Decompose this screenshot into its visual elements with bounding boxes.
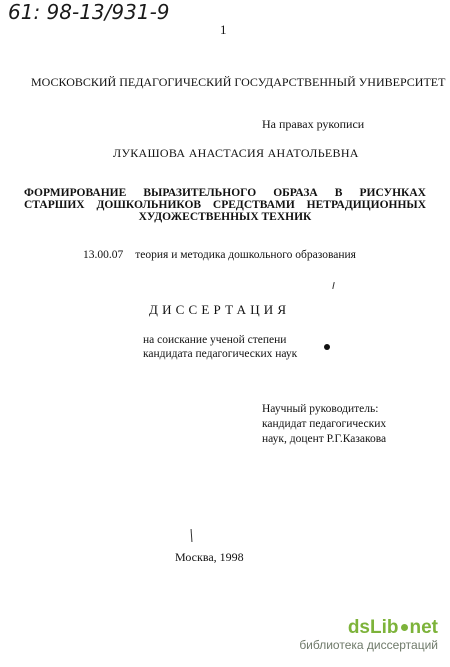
handwritten-catalog-code: 61: 98-13/931-9 (8, 0, 170, 24)
place-and-year: Москва, 1998 (175, 550, 244, 564)
logo-dot-icon (401, 624, 408, 631)
watermark-subtitle: библиотека диссертаций (299, 638, 438, 652)
supervisor-line: наук, доцент Р.Г.Казакова (262, 433, 387, 445)
ink-dot (324, 344, 330, 350)
speciality-name: теория и методика дошкольного образования (135, 249, 356, 261)
pen-mark (191, 529, 193, 542)
speciality (83, 249, 356, 261)
degree-statement (143, 333, 297, 361)
title-line: ХУДОЖЕСТВЕННЫХ ТЕХНИК (138, 211, 312, 223)
dslib-watermark (299, 618, 438, 652)
degree-line: кандидата педагогических наук (143, 348, 298, 360)
watermark-logo (299, 618, 438, 638)
supervisor-line: Научный руководитель: (262, 403, 379, 415)
dissertation-title (24, 187, 426, 223)
title-line: ФОРМИРОВАНИЕ ВЫРАЗИТЕЛЬНОГО ОБРАЗА В РИСУНКАХ (24, 187, 426, 199)
degree-line: на соискание ученой степени (143, 334, 287, 346)
manuscript-rights-note: На правах рукописи (262, 117, 365, 131)
page-number: 1 (220, 22, 227, 37)
title-line: СТАРШИХ ДОШКОЛЬНИКОВ СРЕДСТВАМИ НЕТРАДИЦИОННЫХ (24, 199, 426, 211)
supervisor-line: кандидат педагогических (262, 418, 387, 430)
watermark-logo-left: dsLib (347, 617, 399, 638)
university-name: МОСКОВСКИЙ ПЕДАГОГИЧЕСКИЙ ГОСУДАРСТВЕННЫЙ УНИВЕРСИТЕТ (31, 75, 446, 89)
document-type: ДИССЕРТАЦИЯ (149, 302, 291, 317)
supervisor-block (262, 402, 386, 447)
pen-mark (332, 282, 334, 289)
speciality-code: 13.00.07 (83, 249, 124, 261)
author-name: ЛУКАШОВА АНАСТАСИЯ АНАТОЛЬЕВНА (113, 146, 359, 160)
watermark-logo-right: net (409, 617, 438, 638)
